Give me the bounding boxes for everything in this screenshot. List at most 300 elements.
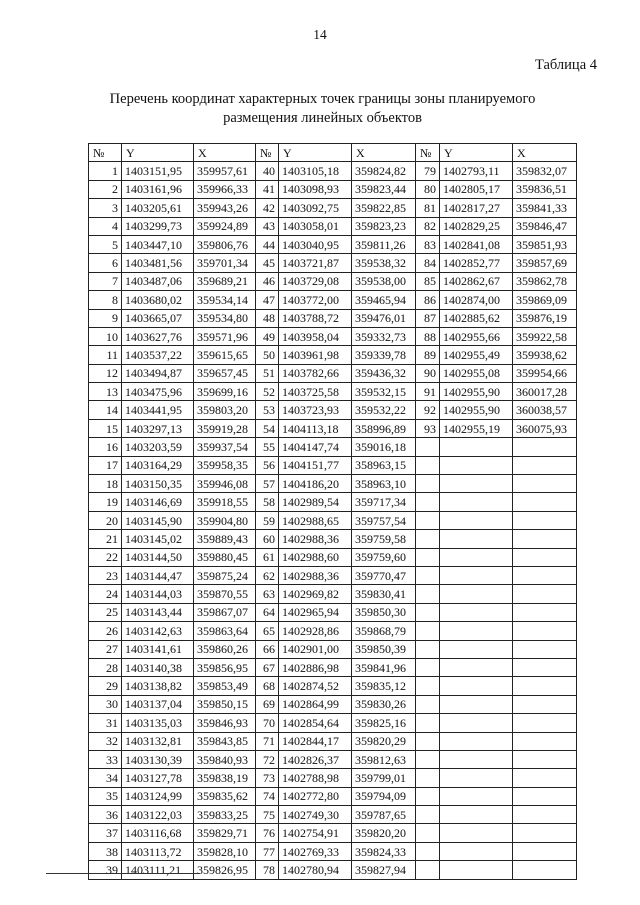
coord-x: 359701,34	[194, 254, 256, 272]
coord-x: 359538,00	[352, 272, 416, 290]
coord-y: 1402886,98	[279, 658, 352, 676]
coord-x: 359857,69	[513, 254, 577, 272]
coord-y: 1402965,94	[279, 603, 352, 621]
table-row	[89, 658, 577, 676]
header-number: №	[256, 144, 279, 162]
coord-y: 1402826,37	[279, 750, 352, 768]
coord-x: 359824,33	[352, 842, 416, 860]
point-number: 89	[416, 346, 440, 364]
coord-x: 359869,09	[513, 291, 577, 309]
point-number	[416, 511, 440, 529]
point-number: 83	[416, 235, 440, 253]
coord-x: 359850,30	[352, 603, 416, 621]
coord-x: 359657,45	[194, 364, 256, 382]
coord-x: 359806,76	[194, 235, 256, 253]
coord-y: 1403725,58	[279, 383, 352, 401]
coord-x: 359827,94	[352, 861, 416, 879]
coord-x	[513, 566, 577, 584]
coord-y: 1402874,52	[279, 677, 352, 695]
coord-y	[440, 714, 513, 732]
header-y: Y	[122, 144, 194, 162]
header-x: X	[194, 144, 256, 162]
coord-x: 359853,49	[194, 677, 256, 695]
coord-y: 1402955,19	[440, 419, 513, 437]
point-number: 85	[416, 272, 440, 290]
coord-y: 1403299,73	[122, 217, 194, 235]
coord-x: 359787,65	[352, 806, 416, 824]
point-number: 45	[256, 254, 279, 272]
coord-y: 1402928,86	[279, 622, 352, 640]
coord-y: 1402988,36	[279, 566, 352, 584]
coord-x	[513, 438, 577, 456]
point-number: 51	[256, 364, 279, 382]
coord-x: 359841,33	[513, 199, 577, 217]
point-number: 88	[416, 327, 440, 345]
coord-y	[440, 695, 513, 713]
point-number: 34	[89, 769, 122, 787]
table-row	[89, 824, 577, 842]
coord-y: 1403723,93	[279, 401, 352, 419]
coord-x: 360038,57	[513, 401, 577, 419]
point-number: 80	[416, 180, 440, 198]
coord-y	[440, 530, 513, 548]
point-number: 13	[89, 383, 122, 401]
point-number: 91	[416, 383, 440, 401]
coord-x: 359828,10	[194, 842, 256, 860]
coord-x: 359538,32	[352, 254, 416, 272]
coord-x: 359465,94	[352, 291, 416, 309]
coord-x	[513, 511, 577, 529]
point-number	[416, 787, 440, 805]
coord-y: 1403145,90	[122, 511, 194, 529]
coord-y: 1403142,63	[122, 622, 194, 640]
coord-y: 1403122,03	[122, 806, 194, 824]
point-number: 47	[256, 291, 279, 309]
coord-x: 359863,64	[194, 622, 256, 640]
point-number	[416, 585, 440, 603]
point-number	[416, 695, 440, 713]
coord-y: 1402754,91	[279, 824, 352, 842]
coord-y: 1402841,08	[440, 235, 513, 253]
coord-y: 1403111,21	[122, 861, 194, 879]
table-row	[89, 787, 577, 805]
coord-y	[440, 769, 513, 787]
coord-y: 1402793,11	[440, 162, 513, 180]
table-row	[89, 677, 577, 695]
coord-y: 1403665,07	[122, 309, 194, 327]
coord-y	[440, 511, 513, 529]
table-row	[89, 364, 577, 382]
coord-y	[440, 640, 513, 658]
coord-y: 1402788,98	[279, 769, 352, 787]
table-row	[89, 419, 577, 437]
table-row	[89, 199, 577, 217]
coord-x: 359868,79	[352, 622, 416, 640]
point-number: 73	[256, 769, 279, 787]
coord-x	[513, 530, 577, 548]
coord-x: 359571,96	[194, 327, 256, 345]
point-number: 36	[89, 806, 122, 824]
point-number: 84	[416, 254, 440, 272]
point-number	[416, 493, 440, 511]
coord-x: 359840,93	[194, 750, 256, 768]
coord-x: 359860,26	[194, 640, 256, 658]
coord-y: 1403203,59	[122, 438, 194, 456]
coord-x: 359841,96	[352, 658, 416, 676]
table-row	[89, 291, 577, 309]
table-row	[89, 272, 577, 290]
point-number	[416, 475, 440, 493]
coord-y: 1403092,75	[279, 199, 352, 217]
point-number: 87	[416, 309, 440, 327]
coord-x: 359823,23	[352, 217, 416, 235]
coord-x: 359689,21	[194, 272, 256, 290]
table-row	[89, 750, 577, 768]
coord-y	[440, 658, 513, 676]
coord-x: 359867,07	[194, 603, 256, 621]
coord-y: 1402885,62	[440, 309, 513, 327]
point-number: 60	[256, 530, 279, 548]
point-number: 49	[256, 327, 279, 345]
point-number: 64	[256, 603, 279, 621]
point-number: 32	[89, 732, 122, 750]
coord-y: 1403151,95	[122, 162, 194, 180]
point-number: 72	[256, 750, 279, 768]
coord-x	[513, 806, 577, 824]
point-number: 2	[89, 180, 122, 198]
coord-y: 1403164,29	[122, 456, 194, 474]
coord-y: 1403961,98	[279, 346, 352, 364]
coord-x: 359943,26	[194, 199, 256, 217]
point-number: 10	[89, 327, 122, 345]
coord-x	[513, 658, 577, 676]
coord-y	[440, 787, 513, 805]
coord-y: 1403116,68	[122, 824, 194, 842]
coord-y: 1402988,36	[279, 530, 352, 548]
coord-y: 1402805,17	[440, 180, 513, 198]
coord-x: 359830,41	[352, 585, 416, 603]
coord-y: 1404113,18	[279, 419, 352, 437]
coord-y: 1403140,38	[122, 658, 194, 676]
point-number	[416, 677, 440, 695]
coord-y: 1402780,94	[279, 861, 352, 879]
point-number: 19	[89, 493, 122, 511]
point-number	[416, 566, 440, 584]
point-number: 62	[256, 566, 279, 584]
coord-y	[440, 475, 513, 493]
coord-x	[513, 750, 577, 768]
coord-x: 359889,43	[194, 530, 256, 548]
coord-y	[440, 861, 513, 879]
coord-y: 1402862,67	[440, 272, 513, 290]
coord-x: 359829,71	[194, 824, 256, 842]
coord-y: 1404147,74	[279, 438, 352, 456]
coord-x: 360075,93	[513, 419, 577, 437]
table-label: Таблица 4	[534, 57, 597, 73]
coord-x: 359811,26	[352, 235, 416, 253]
coord-x: 359830,26	[352, 695, 416, 713]
coord-y: 1403150,35	[122, 475, 194, 493]
point-number: 8	[89, 291, 122, 309]
point-number: 17	[89, 456, 122, 474]
coord-x: 359846,93	[194, 714, 256, 732]
coord-y: 1403537,22	[122, 346, 194, 364]
coord-y: 1403205,61	[122, 199, 194, 217]
coord-x: 359812,63	[352, 750, 416, 768]
coord-y: 1403772,00	[279, 291, 352, 309]
coord-x: 359875,24	[194, 566, 256, 584]
table-row	[89, 309, 577, 327]
table-row	[89, 585, 577, 603]
coord-y: 1403040,95	[279, 235, 352, 253]
coord-y	[440, 750, 513, 768]
coord-x: 359880,45	[194, 548, 256, 566]
table-row	[89, 548, 577, 566]
header-y: Y	[440, 144, 513, 162]
point-number: 57	[256, 475, 279, 493]
coord-x: 359924,89	[194, 217, 256, 235]
point-number: 5	[89, 235, 122, 253]
point-number: 92	[416, 401, 440, 419]
table-row	[89, 383, 577, 401]
coord-x	[513, 861, 577, 879]
point-number: 46	[256, 272, 279, 290]
coord-y	[440, 585, 513, 603]
coord-y: 1403141,61	[122, 640, 194, 658]
point-number: 35	[89, 787, 122, 805]
coord-y: 1402829,25	[440, 217, 513, 235]
point-number: 77	[256, 842, 279, 860]
header-y: Y	[279, 144, 352, 162]
table-row	[89, 806, 577, 824]
coord-y: 1403494,87	[122, 364, 194, 382]
coord-x: 359794,09	[352, 787, 416, 805]
point-number: 25	[89, 603, 122, 621]
coord-y	[440, 732, 513, 750]
coord-y: 1403138,82	[122, 677, 194, 695]
table-row	[89, 327, 577, 345]
coord-y: 1403098,93	[279, 180, 352, 198]
table-row	[89, 475, 577, 493]
coord-x: 359876,19	[513, 309, 577, 327]
point-number: 41	[256, 180, 279, 198]
coord-y: 1402749,30	[279, 806, 352, 824]
point-number: 63	[256, 585, 279, 603]
coord-x: 359838,19	[194, 769, 256, 787]
point-number: 38	[89, 842, 122, 860]
coord-x: 359759,60	[352, 548, 416, 566]
coord-x: 359870,55	[194, 585, 256, 603]
point-number	[416, 548, 440, 566]
coord-y: 1403487,06	[122, 272, 194, 290]
point-number: 40	[256, 162, 279, 180]
coord-y: 1402955,08	[440, 364, 513, 382]
coord-x: 359832,07	[513, 162, 577, 180]
coord-y: 1403105,18	[279, 162, 352, 180]
table-row	[89, 438, 577, 456]
point-number	[416, 732, 440, 750]
coord-x: 359339,78	[352, 346, 416, 364]
point-number: 39	[89, 861, 122, 879]
point-number: 4	[89, 217, 122, 235]
point-number: 42	[256, 199, 279, 217]
coord-y: 1403127,78	[122, 769, 194, 787]
coord-y	[440, 603, 513, 621]
point-number	[416, 861, 440, 879]
coord-y	[440, 842, 513, 860]
coord-x: 359757,54	[352, 511, 416, 529]
coord-x	[513, 622, 577, 640]
table-row	[89, 530, 577, 548]
point-number: 24	[89, 585, 122, 603]
table-row	[89, 217, 577, 235]
coord-x	[513, 475, 577, 493]
point-number	[416, 622, 440, 640]
coord-y: 1403058,01	[279, 217, 352, 235]
coord-x	[513, 842, 577, 860]
coord-y	[440, 493, 513, 511]
coord-x: 359846,47	[513, 217, 577, 235]
point-number	[416, 603, 440, 621]
header-number: №	[89, 144, 122, 162]
point-number	[416, 530, 440, 548]
table-row	[89, 511, 577, 529]
coord-x	[513, 585, 577, 603]
point-number: 12	[89, 364, 122, 382]
point-number: 15	[89, 419, 122, 437]
point-number: 16	[89, 438, 122, 456]
coord-x: 359770,47	[352, 566, 416, 584]
point-number: 30	[89, 695, 122, 713]
point-number: 44	[256, 235, 279, 253]
coord-x: 359850,39	[352, 640, 416, 658]
coord-x: 359862,78	[513, 272, 577, 290]
coord-x: 359332,73	[352, 327, 416, 345]
point-number: 86	[416, 291, 440, 309]
coord-y: 1403144,50	[122, 548, 194, 566]
point-number: 1	[89, 162, 122, 180]
coord-y: 1403788,72	[279, 309, 352, 327]
title-line-1: Перечень координат характерных точек границы зоны планируемого	[109, 91, 536, 107]
table-row	[89, 162, 577, 180]
coord-x: 359476,01	[352, 309, 416, 327]
coord-y: 1404151,77	[279, 456, 352, 474]
point-number: 75	[256, 806, 279, 824]
coord-x	[513, 769, 577, 787]
point-number: 56	[256, 456, 279, 474]
point-number: 69	[256, 695, 279, 713]
coord-x: 359966,33	[194, 180, 256, 198]
coord-y	[440, 824, 513, 842]
point-number: 43	[256, 217, 279, 235]
point-number: 11	[89, 346, 122, 364]
coord-y: 1403481,56	[122, 254, 194, 272]
point-number	[416, 806, 440, 824]
coord-y: 1403297,13	[122, 419, 194, 437]
point-number: 23	[89, 566, 122, 584]
coord-y: 1403958,04	[279, 327, 352, 345]
coord-x: 359822,85	[352, 199, 416, 217]
point-number: 59	[256, 511, 279, 529]
table-row	[89, 622, 577, 640]
coord-x: 358963,10	[352, 475, 416, 493]
coord-y: 1403161,96	[122, 180, 194, 198]
coord-y: 1402988,65	[279, 511, 352, 529]
point-number: 6	[89, 254, 122, 272]
coord-x: 359016,18	[352, 438, 416, 456]
coord-y: 1402955,90	[440, 383, 513, 401]
coord-x: 359534,14	[194, 291, 256, 309]
coord-y: 1403146,69	[122, 493, 194, 511]
coord-y: 1402769,33	[279, 842, 352, 860]
coord-x: 360017,28	[513, 383, 577, 401]
point-number	[416, 658, 440, 676]
coord-y: 1403441,95	[122, 401, 194, 419]
point-number: 26	[89, 622, 122, 640]
coord-x	[513, 603, 577, 621]
point-number: 76	[256, 824, 279, 842]
coord-y: 1402955,66	[440, 327, 513, 345]
coord-x: 359835,12	[352, 677, 416, 695]
point-number	[416, 714, 440, 732]
point-number: 53	[256, 401, 279, 419]
point-number: 31	[89, 714, 122, 732]
coord-x: 359532,22	[352, 401, 416, 419]
coord-x: 359954,66	[513, 364, 577, 382]
point-number	[416, 640, 440, 658]
coord-x	[513, 493, 577, 511]
footnote-divider	[46, 873, 200, 874]
point-number: 68	[256, 677, 279, 695]
coord-x: 359436,32	[352, 364, 416, 382]
coord-y: 1402955,49	[440, 346, 513, 364]
coord-x: 359833,25	[194, 806, 256, 824]
point-number: 20	[89, 511, 122, 529]
point-number: 9	[89, 309, 122, 327]
coord-x: 359803,20	[194, 401, 256, 419]
coord-x: 359820,29	[352, 732, 416, 750]
point-number	[416, 438, 440, 456]
point-number: 66	[256, 640, 279, 658]
point-number: 37	[89, 824, 122, 842]
table-row	[89, 254, 577, 272]
point-number: 70	[256, 714, 279, 732]
coord-y: 1402901,00	[279, 640, 352, 658]
table-body	[89, 162, 577, 879]
coord-y: 1403135,03	[122, 714, 194, 732]
coord-x: 359918,55	[194, 493, 256, 511]
coord-y: 1403729,08	[279, 272, 352, 290]
coord-y: 1403137,04	[122, 695, 194, 713]
point-number: 28	[89, 658, 122, 676]
table-row	[89, 695, 577, 713]
coord-x: 359717,34	[352, 493, 416, 511]
coord-y: 1403145,02	[122, 530, 194, 548]
coord-x: 358996,89	[352, 419, 416, 437]
coord-x: 359904,80	[194, 511, 256, 529]
coord-y: 1403447,10	[122, 235, 194, 253]
table-row	[89, 861, 577, 879]
coord-y: 1402989,54	[279, 493, 352, 511]
page-number: 14	[313, 27, 327, 42]
coord-x	[513, 787, 577, 805]
coord-y	[440, 677, 513, 695]
point-number: 54	[256, 419, 279, 437]
coord-x: 359826,95	[194, 861, 256, 879]
coord-x: 359843,85	[194, 732, 256, 750]
coord-y: 1402854,64	[279, 714, 352, 732]
table-row	[89, 714, 577, 732]
